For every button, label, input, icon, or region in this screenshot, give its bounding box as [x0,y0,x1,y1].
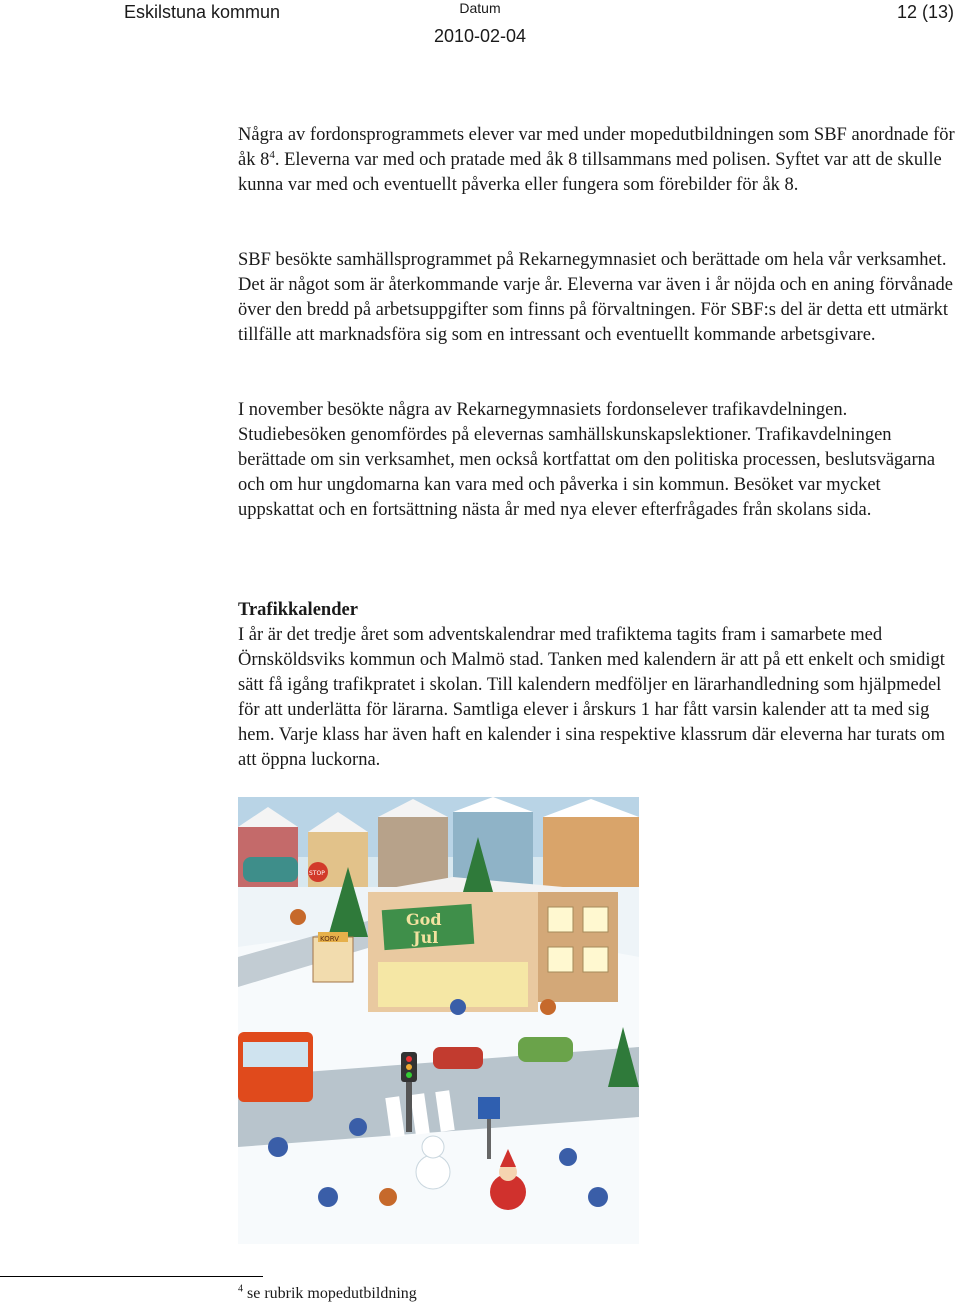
footnote [238,1285,417,1303]
paragraph-moped-text-b: . Eleverna var med och pratade med åk 8 tillsammans med polisen. Syftet var att de skulle kunna var med och eventuellt påverka eller fungera som förebilder för åk 8. [238,150,942,195]
paragraph-kalender-text: I år är det tredje året som adventskalendrar med trafiktema tagits fram i samarbete med Örnsköldsviks kommun och Malmö stad. Tanken med kalendern är att på ett enkelt och smidigt sätt få igång trafikpratet i skolan. Till kalendern medföljer en lärarhandledning som hjälpmedel för att underlätta för lärarna. Samtliga elever i årskurs 1 har fått varsin kalender att ta med sig hem. Varje klass har även haft en kalender i sina respektive klassrum där eleverna har turats om att öppna luckorna. [238,625,946,770]
footnote-text: se rubrik mopedutbildning [243,1285,417,1302]
footnote-separator [0,1276,263,1277]
section-heading: Trafikkalender [238,600,358,620]
sign-text-god: God [406,910,442,929]
paragraph-samhall-text: SBF besökte samhällsprogrammet på Rekarnegymnasiet och berättade om hela vår verksamhet. Det är något som är återkommande varje år. Eleverna var även i år nöjda och en aning förvånade över den bredd på arbetsuppgifter som finns på förvaltningen. För SBF:s del är detta ett utmärkt tillfälle att marknadsföra sig som en intressant och eventuellt kommande arbetsgivare. [238,250,954,345]
footnote-number: 4 [238,1283,243,1295]
paragraph-samhall [238,248,958,348]
section-trafikkalender [238,598,958,773]
paragraph-moped-text-a: Några av fordonsprogrammets elever var med under mopedutbildningen som SBF anordnade för åk 8 [238,125,955,170]
footnote-reference: 4 [269,148,275,161]
header-date-label: Datum [459,0,501,16]
winter-town-illustration [238,797,639,1244]
header-organization: Eskilstuna kommun [124,2,281,22]
sign-text-jul: Jul [413,928,439,947]
header-page-number: 12 (13) [896,2,954,22]
stop-sign: STOP [309,870,325,877]
kiosk-sign: KORV [320,935,339,943]
paragraph-november [238,398,958,523]
header-date: 2010-02-04 [433,26,527,46]
paragraph-november-text: I november besökte några av Rekarnegymnasiets fordonselever trafikavdelningen. Studiebesöken genomfördes på elevernas samhällskunskapslektioner. Trafikavdelningen berättade om sin verksamhet, men också kortfattat om den politiska processen, beslutsvägarna och om hur ungdomarna kan vara med och påverka i sin kommun. Besöket var mycket uppskattat och en fortsättning nästa år med nya elever efterfrågades från skolans sida. [238,400,936,520]
header-date-block [380,0,580,46]
paragraph-moped [238,123,958,198]
